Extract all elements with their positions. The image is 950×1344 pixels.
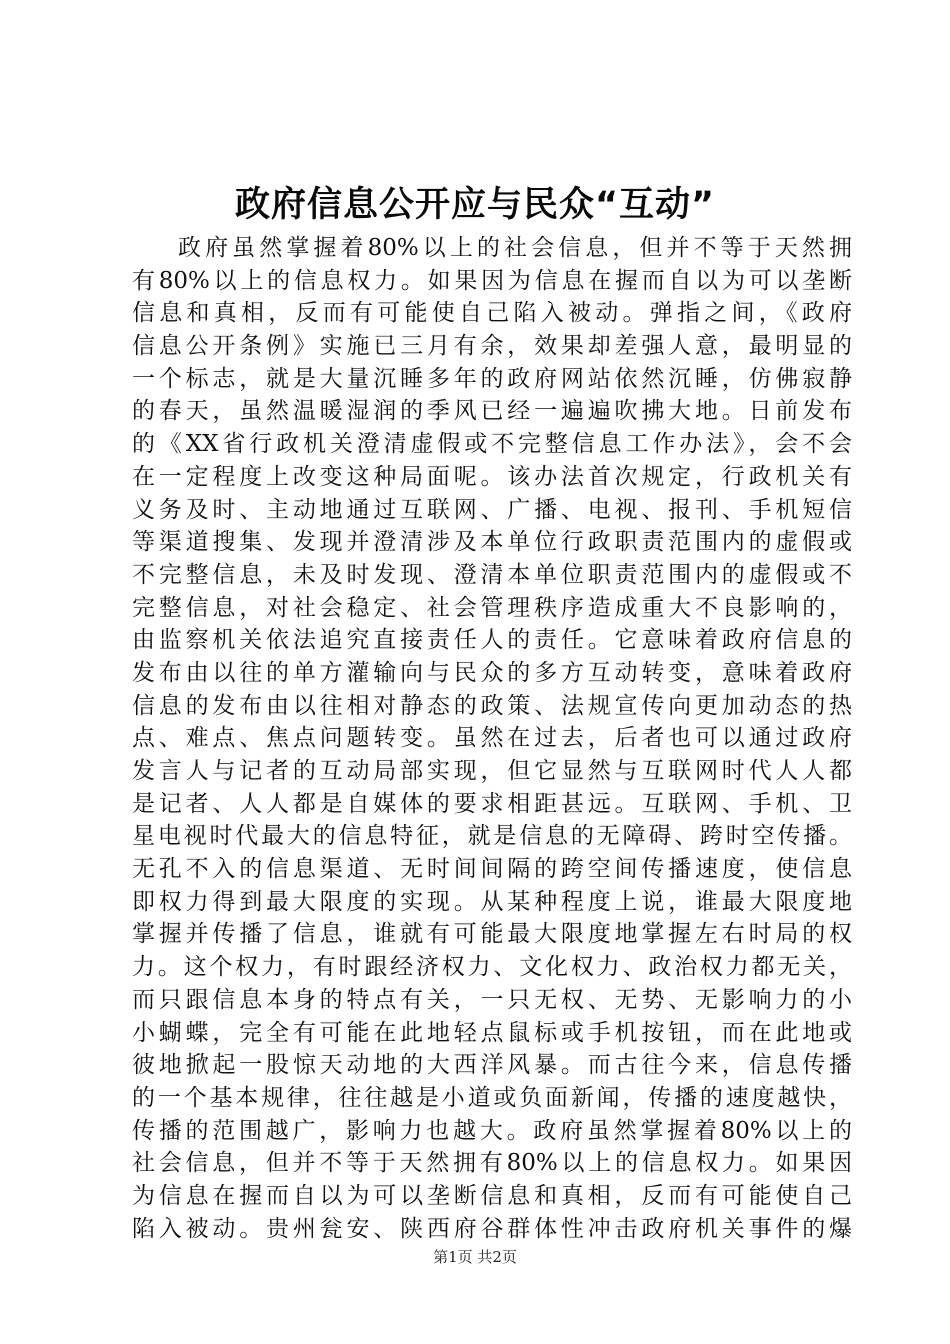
body-line: 义务及时、主动地通过互联网、广播、电视、报刊、手机短信 — [132, 496, 852, 523]
body-line: 的《XX省行政机关澄清虚假或不完整信息工作办法》，会不会 — [132, 431, 852, 458]
body-line: 信息和真相，反而有可能使自己陷入被动。弹指之间，《政府 — [132, 300, 852, 327]
body-line: 星电视时代最大的信息特征，就是信息的无障碍、跨时空传播。 — [132, 823, 852, 850]
body-line: 而只跟信息本身的特点有关，一只无权、无势、无影响力的小 — [132, 986, 852, 1013]
body-line: 力。这个权力，有时跟经济权力、文化权力、政治权力都无关， — [132, 954, 852, 981]
body-line: 不完整信息，未及时发现、澄清本单位职责范围内的虚假或不 — [132, 561, 852, 588]
body-line: 信息的发布由以往相对静态的政策、法规宣传向更加动态的热 — [132, 692, 852, 719]
body-line: 的一个基本规律，往往越是小道或负面新闻，传播的速度越快， — [132, 1084, 852, 1111]
body-line: 等渠道搜集、发现并澄清涉及本单位行政职责范围内的虚假或 — [132, 529, 852, 556]
body-line: 一个标志，就是大量沉睡多年的政府网站依然沉睡，仿佛寂静 — [132, 365, 852, 392]
body-line: 是记者、人人都是自媒体的要求相距甚远。互联网、手机、卫 — [132, 790, 852, 817]
body-line: 的春天，虽然温暖湿润的季风已经一遍遍吹拂大地。日前发布 — [132, 398, 852, 425]
body-line: 由监察机关依法追究直接责任人的责任。它意味着政府信息的 — [132, 627, 852, 654]
body-line: 完整信息，对社会稳定、社会管理秩序造成重大不良影响的， — [132, 594, 852, 621]
document-title: 政府信息公开应与民众“互动” — [234, 185, 715, 225]
body-line: 发布由以往的单方灌输向与民众的多方互动转变，意味着政府 — [132, 659, 852, 686]
body-line: 掌握并传播了信息，谁就有可能最大限度地掌握左右时局的权 — [132, 921, 852, 948]
body-line: 信息公开条例》实施已三月有余，效果却差强人意，最明显的 — [132, 333, 852, 360]
body-line: 社会信息，但并不等于天然拥有80%以上的信息权力。如果因 — [132, 1150, 852, 1177]
document-body — [132, 232, 852, 1245]
body-line: 小蝴蝶，完全有可能在此地轻点鼠标或手机按钮，而在此地或 — [132, 1019, 852, 1046]
body-line: 无孔不入的信息渠道、无时间间隔的跨空间传播速度，使信息 — [132, 856, 852, 883]
body-line: 有80%以上的信息权力。如果因为信息在握而自以为可以垄断 — [132, 267, 852, 294]
body-line: 为信息在握而自以为可以垄断信息和真相，反而有可能使自己 — [132, 1182, 852, 1209]
body-line: 陷入被动。贵州瓮安、陕西府谷群体性冲击政府机关事件的爆 — [132, 1215, 852, 1242]
body-line: 传播的范围越广，影响力也越大。政府虽然掌握着80%以上的 — [132, 1117, 852, 1144]
body-line: 即权力得到最大限度的实现。从某种程度上说，谁最大限度地 — [132, 888, 852, 915]
body-line: 点、难点、焦点问题转变。虽然在过去，后者也可以通过政府 — [132, 725, 852, 752]
body-line: 发言人与记者的互动局部实现，但它显然与互联网时代人人都 — [132, 758, 852, 784]
body-line: 政府虽然掌握着80%以上的社会信息，但并不等于天然拥 — [178, 235, 852, 261]
body-line: 在一定程度上改变这种局面呢。该办法首次规定，行政机关有 — [132, 463, 852, 490]
page-number-footer: 第1页 共2页 — [433, 1248, 517, 1266]
body-line: 彼地掀起一股惊天动地的大西洋风暴。而古往今来，信息传播 — [132, 1052, 852, 1079]
